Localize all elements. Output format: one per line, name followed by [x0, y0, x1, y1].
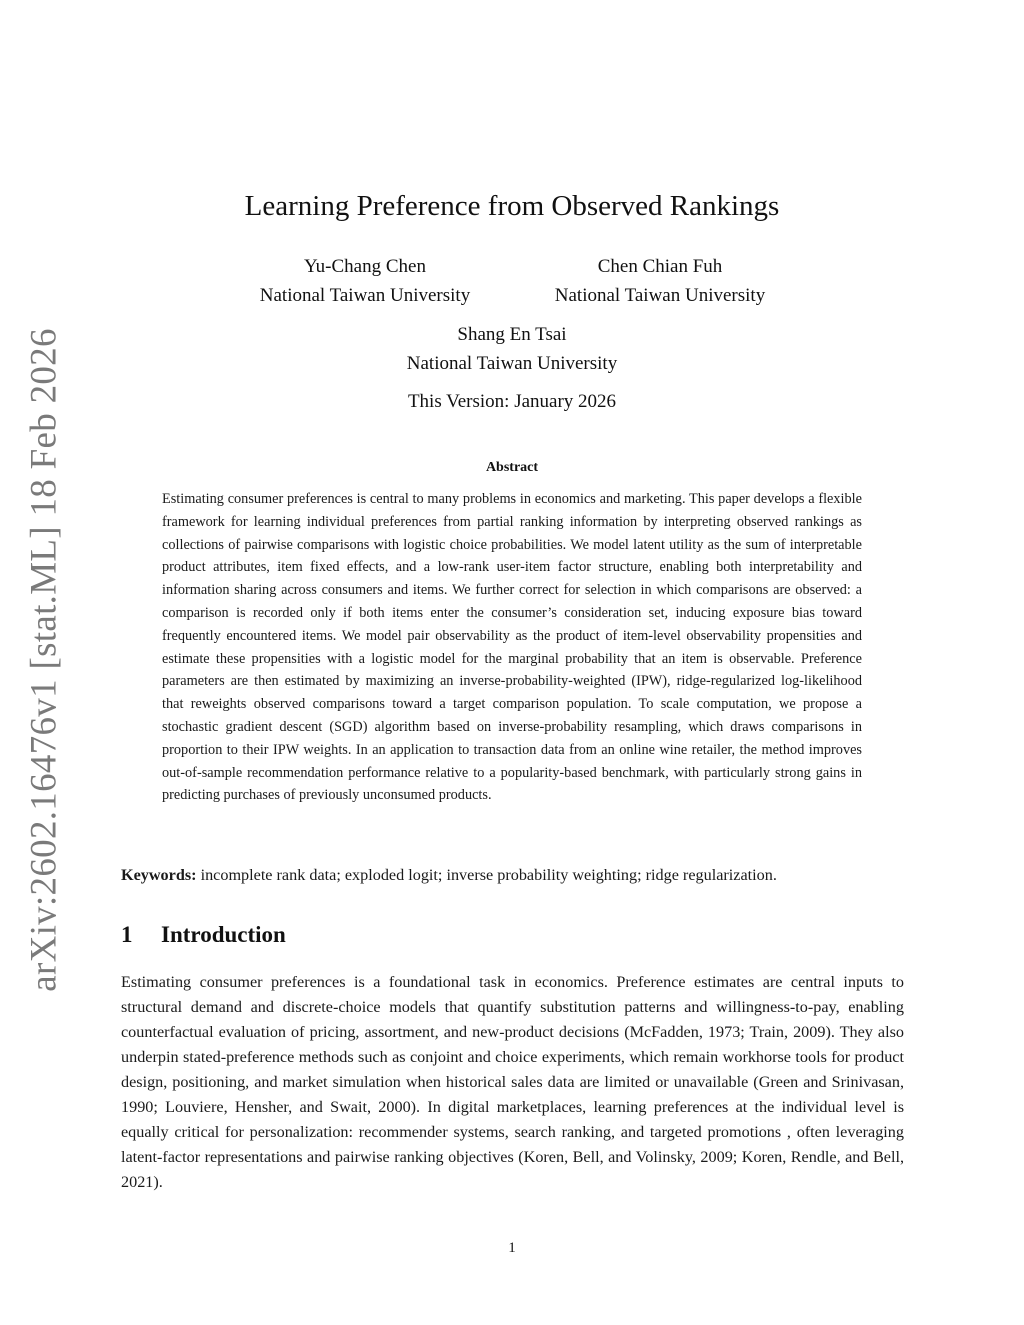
keywords-text: incomplete rank data; exploded logit; inverse probability weighting; ridge regularization. — [200, 866, 777, 884]
author-name: Chen Chian Fuh — [597, 256, 723, 277]
author-name: Shang En Tsai — [457, 324, 567, 345]
author-block — [362, 320, 662, 378]
author-block — [220, 252, 510, 310]
section-number: 1 — [121, 922, 133, 947]
keywords — [121, 866, 911, 885]
author-affiliation: National Taiwan University — [406, 353, 618, 374]
author-affiliation: National Taiwan University — [259, 285, 471, 306]
abstract-heading: Abstract — [485, 460, 539, 475]
paper-title: Learning Preference from Observed Rankings — [244, 190, 780, 222]
page-number: 1 — [508, 1240, 516, 1256]
author-affiliation: National Taiwan University — [554, 285, 766, 306]
section-heading — [121, 922, 286, 948]
abstract-text: Estimating consumer preferences is central to many problems in economics and marketing. This paper develops a flexible framework for learning individual preferences from partial ranking information by interpreting observed rankings as collections of pairwise comparisons with logistic choice probabilities. We model latent utility as the sum of interpretable product attributes, item fixed effects, and a low-rank user-item factor structure, enabling both interpretability and information sharing across consumers and items. We further correct for selection in which comparisons are observed: a comparison is recorded only if both items enter the consumer’s consideration set, inducing exposure bias toward frequently encountered items. We model pair observability as the product of item-level observability propensities and estimate these propensities with a logistic model for the marginal probability that an item is observable. Preference parameters are then estimated by maximizing an inverse-probability-weighted (IPW), ridge-regularized log-likelihood that reweights observed comparisons toward a target comparison population. To scale computation, we propose a stochastic gradient descent (SGD) algorithm based on inverse-probability resampling, which draws comparisons in proportion to their IPW weights. In an application to transaction data from an online wine retailer, the method improves out-of-sample recommendation performance relative to a popularity-based benchmark, with particularly strong gains in predicting purchases of previously unconsumed products. — [162, 491, 862, 804]
version-date: This Version: January 2026 — [407, 391, 617, 412]
author-name: Yu-Chang Chen — [304, 256, 426, 277]
introduction-paragraph: Estimating consumer preferences is a foundational task in economics. Preference estimates are central inputs to structural demand and discrete-choice models that quantify substitution patterns and willingness-to-pay, enabling counterfactual evaluation of pricing, assortment, and new-product decisions (McFadden, 1973; Train, 2009). They also underpin stated-preference methods such as conjoint and choice experiments, which remain workhorse tools for product design, positioning, and market simulation when historical sales data are limited or unavailable (Green and Srinivasan, 1990; Louviere, Hensher, and Swait, 2000). In digital marketplaces, learning preferences at the individual level is equally critical for personalization: recommender systems, search ranking, and targeted promotions , often leveraging latent-factor representations and pairwise ranking objectives (Koren, Bell, and Volinsky, 2009; Koren, Rendle, and Bell, 2021). — [121, 973, 904, 1191]
keywords-label: Keywords: — [121, 866, 197, 884]
author-block — [515, 252, 805, 310]
arxiv-identifier[interactable]: arXiv:2602.16476v1 [stat.ML] 18 Feb 2026 — [23, 328, 65, 992]
section-title: Introduction — [161, 922, 286, 947]
